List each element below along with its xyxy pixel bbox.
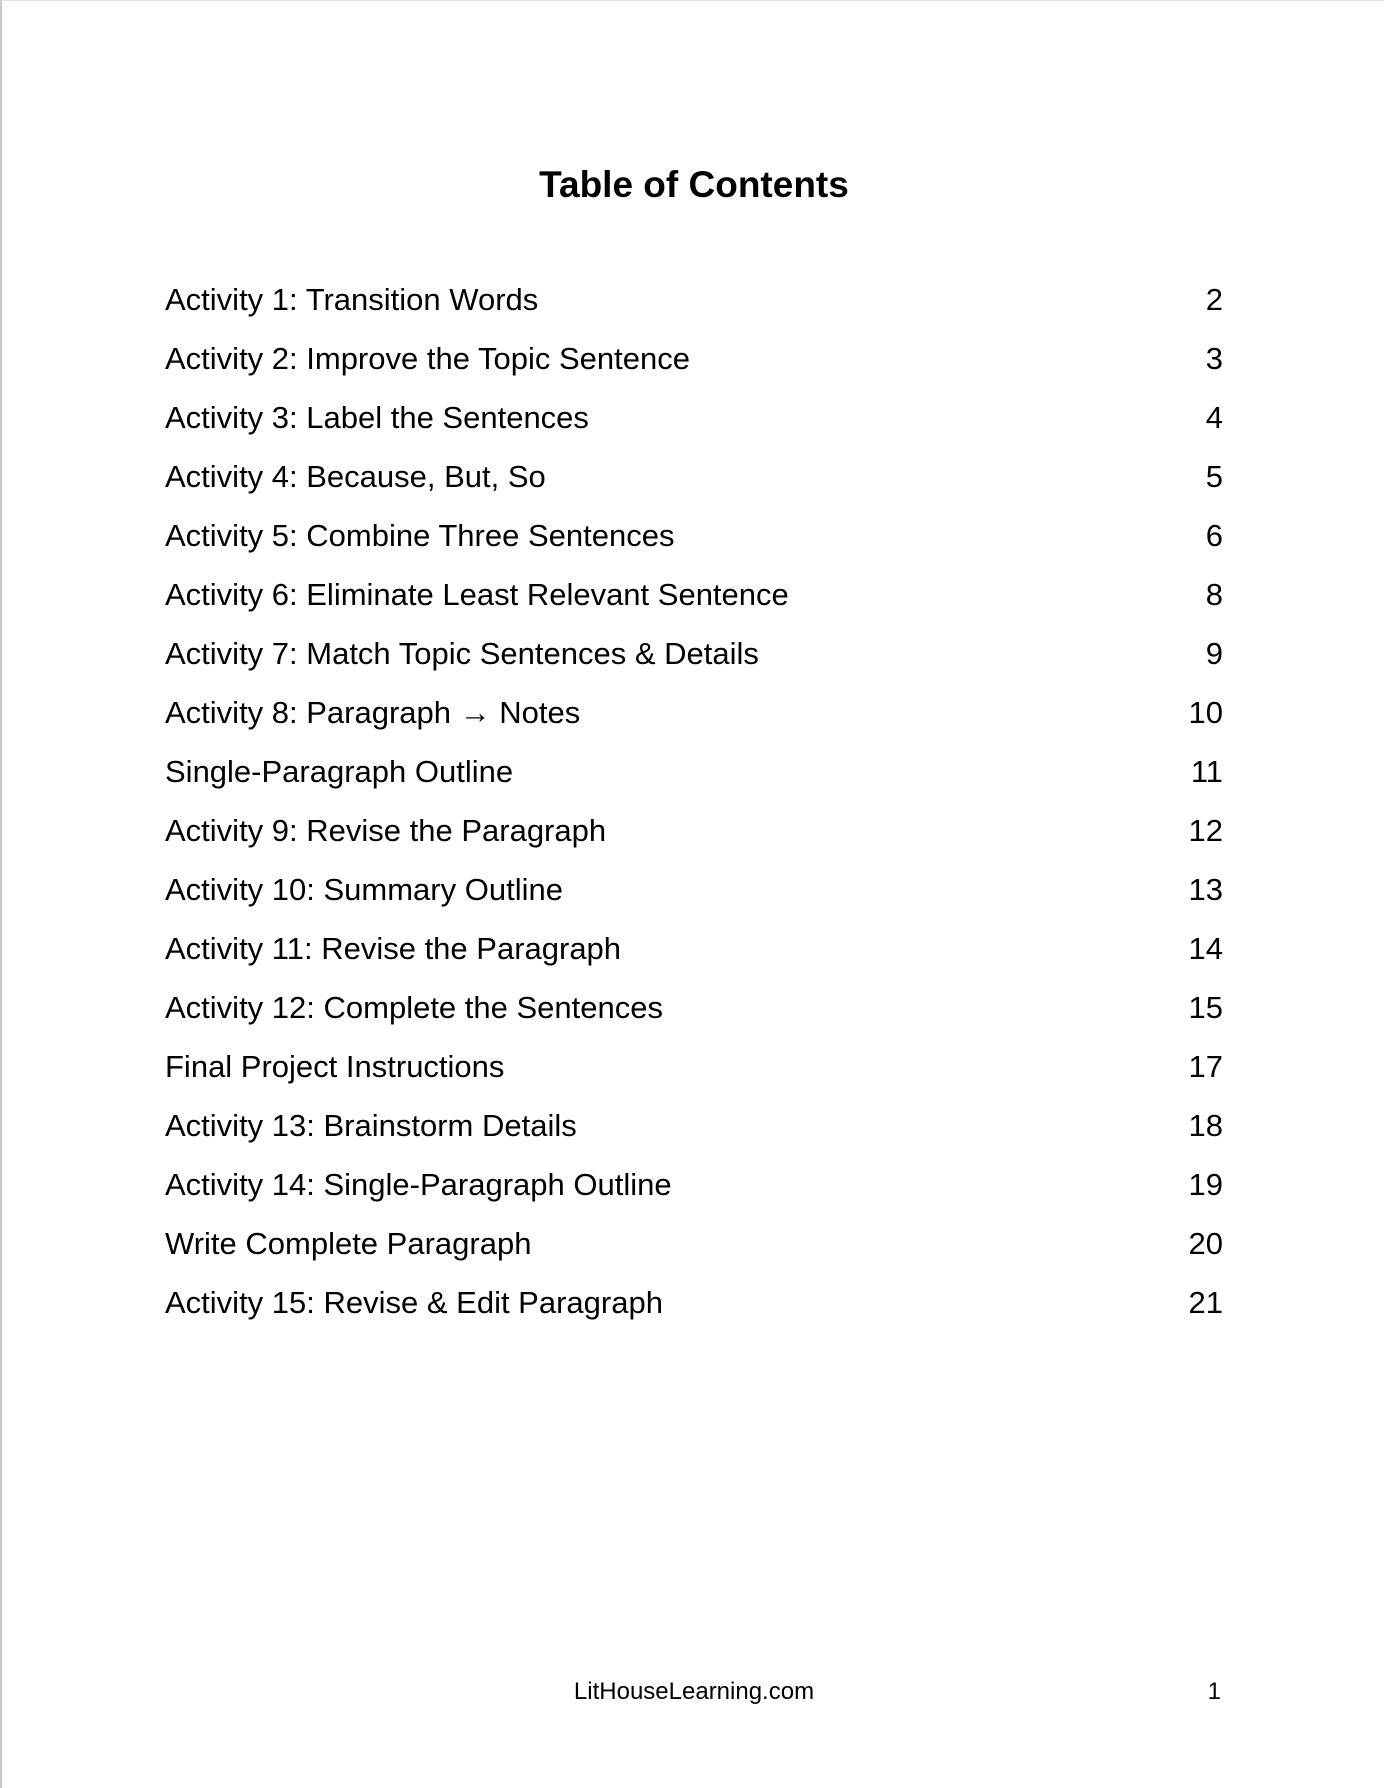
- toc-entry-label: Activity 8: Paragraph → Notes: [165, 694, 581, 730]
- toc-entry: [165, 447, 1223, 506]
- toc-entry-label: Write Complete Paragraph: [165, 1225, 532, 1261]
- toc-entry-page: 2: [1205, 281, 1223, 317]
- toc-entry-page: 8: [1205, 576, 1223, 612]
- toc-entry-label: Activity 12: Complete the Sentences: [165, 989, 663, 1025]
- toc-entry-page: 14: [1188, 930, 1223, 966]
- toc-entry: [165, 1214, 1223, 1273]
- toc-entry-page: 17: [1188, 1048, 1223, 1084]
- toc-entry-page: 18: [1188, 1107, 1223, 1143]
- toc-entry-page: 4: [1205, 399, 1223, 435]
- toc-entry: [165, 565, 1223, 624]
- toc-entry: [165, 1096, 1223, 1155]
- footer-page-number: 1: [1207, 1678, 1221, 1705]
- footer-website: LitHouseLearning.com: [573, 1678, 815, 1705]
- toc-entry-page: 5: [1205, 458, 1223, 494]
- page-title: Table of Contents: [539, 164, 849, 205]
- toc-entry: [165, 388, 1223, 447]
- toc-entry: [165, 1037, 1223, 1096]
- toc-entry-label: Activity 10: Summary Outline: [165, 871, 563, 907]
- toc-entry-page: 20: [1188, 1225, 1223, 1261]
- toc-entry-label: Activity 6: Eliminate Least Relevant Sentence: [165, 576, 789, 612]
- toc-entry-label: Activity 9: Revise the Paragraph: [165, 812, 607, 848]
- toc-entry-page: 21: [1188, 1284, 1223, 1320]
- toc-entry-page: 19: [1188, 1166, 1223, 1202]
- toc-entry-page: 3: [1205, 340, 1223, 376]
- toc-entry-label: Activity 4: Because, But, So: [165, 458, 546, 494]
- toc-entry-page: 10: [1188, 694, 1223, 730]
- toc-entry-label: Activity 3: Label the Sentences: [165, 399, 589, 435]
- toc-entry-label: Activity 15: Revise & Edit Paragraph: [165, 1284, 663, 1320]
- toc-entry: [165, 1273, 1223, 1332]
- toc-entry-page: 11: [1190, 753, 1223, 789]
- toc-entry: [165, 270, 1223, 329]
- table-of-contents: [165, 270, 1223, 1332]
- toc-entry: [165, 978, 1223, 1037]
- toc-entry-label: Activity 14: Single-Paragraph Outline: [165, 1166, 672, 1202]
- toc-entry: [165, 801, 1223, 860]
- toc-entry: [165, 919, 1223, 978]
- toc-entry-page: 15: [1188, 989, 1223, 1025]
- toc-entry: [165, 860, 1223, 919]
- toc-entry: [165, 624, 1223, 683]
- toc-entry: [165, 683, 1223, 742]
- toc-entry-label: Activity 5: Combine Three Sentences: [165, 517, 675, 553]
- toc-entry-label: Single-Paragraph Outline: [165, 753, 514, 789]
- toc-entry-label: Activity 13: Brainstorm Details: [165, 1107, 577, 1143]
- toc-entry-label: Activity 1: Transition Words: [165, 281, 539, 317]
- toc-entry-page: 13: [1188, 871, 1223, 907]
- toc-entry-page: 9: [1205, 635, 1223, 671]
- toc-entry-page: 6: [1205, 517, 1223, 553]
- toc-entry-label: Activity 7: Match Topic Sentences & Details: [165, 635, 759, 671]
- toc-entry-page: 12: [1188, 812, 1223, 848]
- toc-entry: [165, 742, 1223, 801]
- toc-entry: [165, 1155, 1223, 1214]
- toc-entry: [165, 329, 1223, 388]
- toc-entry-label: Final Project Instructions: [165, 1048, 505, 1084]
- toc-entry-label: Activity 2: Improve the Topic Sentence: [165, 340, 690, 376]
- toc-entry: [165, 506, 1223, 565]
- toc-entry-label: Activity 11: Revise the Paragraph: [165, 930, 622, 966]
